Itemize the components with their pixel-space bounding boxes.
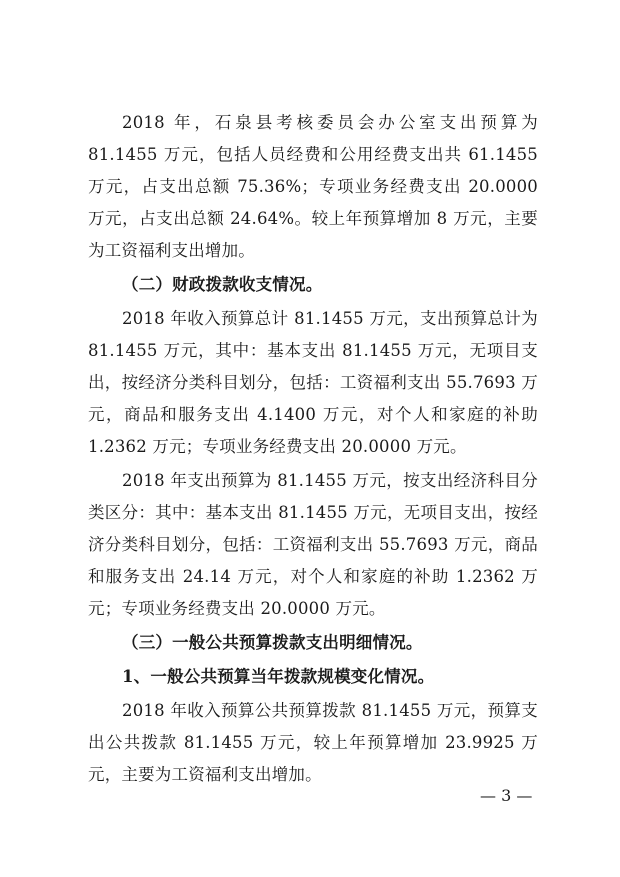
paragraph-expenditure-classification: 2018 年支出预算为 81.1455 万元，按支出经济科目分类区分：其中：基本支出 81.1455 万元，无项目支出，按经济分类科目划分，包括：工资福利支出 55.7693 万元，商品和服务支出 24.14 万元，对个人和家庭的补助 1.2362 万元；专项业务经费支出 20.0000 万元。 <box>88 471 538 618</box>
section-heading-public-budget-details: （三）一般公共预算拨款支出明细情况。 <box>122 633 423 652</box>
page-number: — 3 — <box>480 786 533 805</box>
subsection-heading-scale-change: 1、一般公共预算当年拨款规模变化情况。 <box>122 667 435 686</box>
section-heading-fiscal-appropriation: （二）财政拨款收支情况。 <box>122 275 323 294</box>
document-body <box>88 107 538 793</box>
paragraph-public-budget-appropriation: 2018 年收入预算公共预算拨款 81.1455 万元，预算支出公共拨款 81.1455 万元，较上年预算增加 23.9925 万元，主要为工资福利支出增加。 <box>88 701 538 784</box>
paragraph-expenditure-budget: 2018 年，石泉县考核委员会办公室支出预算为 81.1455 万元，包括人员经费和公用经费支出共 61.1455 万元，占支出总额 75.36%；专项业务经费支出 20.0000 万元，占支出总额 24.64%。较上年预算增加 8 万元，主要为工资福利支出增加。 <box>88 113 538 260</box>
paragraph-income-budget: 2018 年收入预算总计 81.1455 万元，支出预算总计为 81.1455 万元，其中：基本支出 81.1455 万元，无项目支出，按经济分类科目划分，包括：工资福利支出 55.7693 万元，商品和服务支出 4.1400 万元，对个人和家庭的补助 1.2362 万元；专项业务经费支出 20.0000 万元。 <box>88 309 538 456</box>
